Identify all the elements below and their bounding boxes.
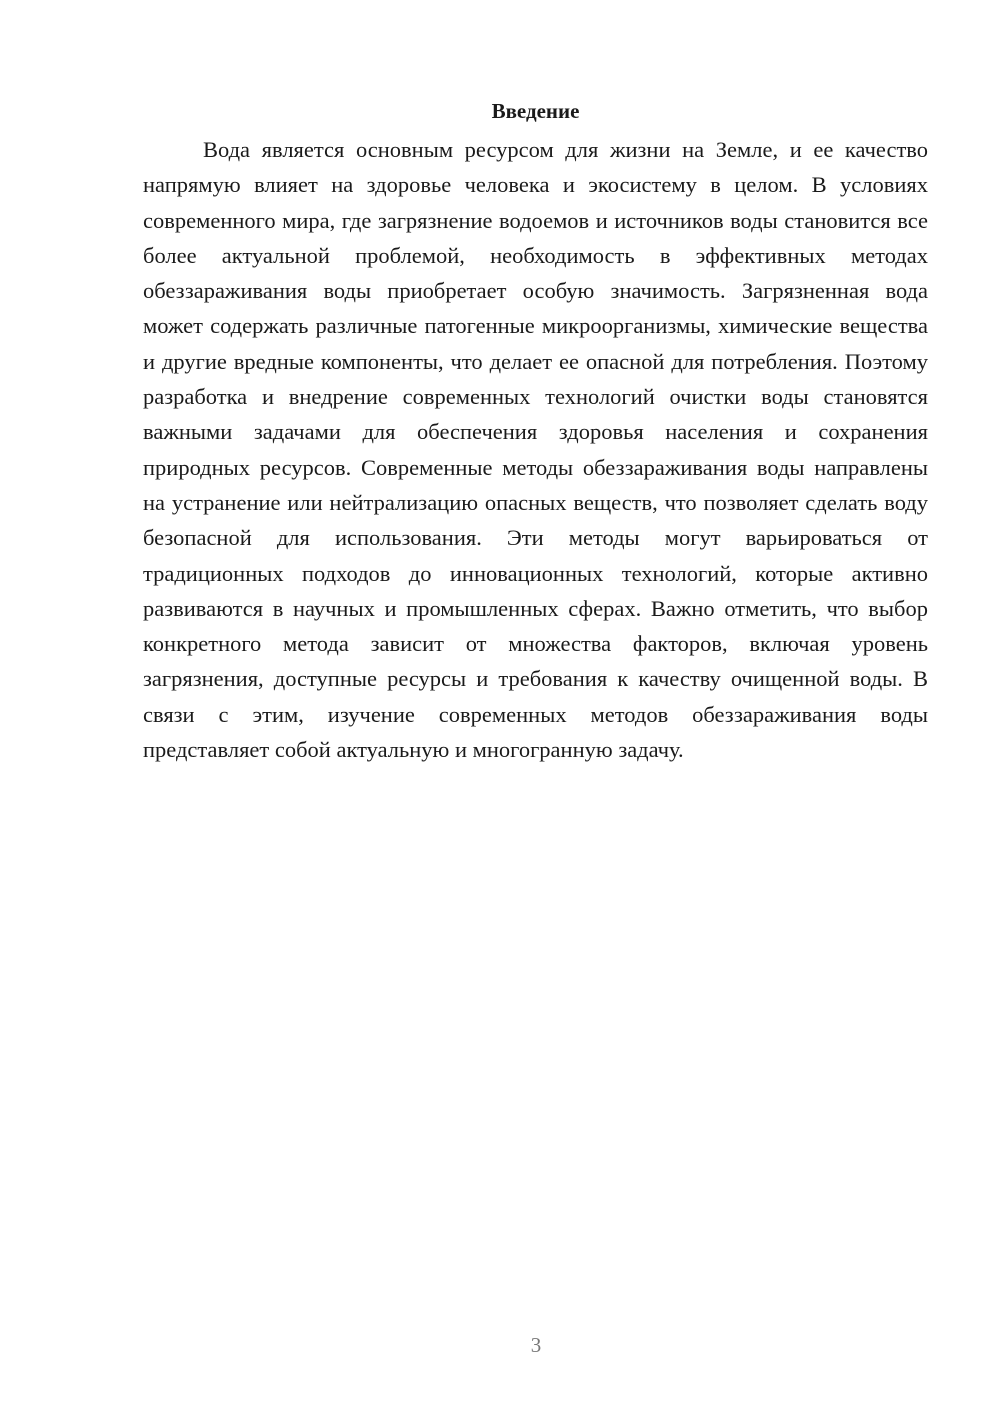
page-number: 3 (530, 1333, 542, 1357)
section-heading: Введение (491, 99, 580, 123)
body-paragraph: Вода является основным ресурсом для жизни на Земле, и ее качество напрямую влияет на здоровье человека и экосистему в целом. В условиях современного мира, где загрязнение водоемов и источников воды становится все более актуальной проблемой, необходимость в эффективных методах обеззараживания воды приобретает особую значимость. Загрязненная вода может содержать различные патогенные микроорганизмы, химические вещества и другие вредные компоненты, что делает ее опасной для потребления. Поэтому разработка и внедрение современных технологий очистки воды становятся важными задачами для обеспечения здоровья населения и сохранения природных ресурсов. Современные методы обеззараживания воды направлены на устранение или нейтрализацию опасных веществ, что позволяет сделать воду безопасной для использования. Эти методы могут варьироваться от традиционных подходов до инновационных технологий, которые активно развиваются в научных и промышленных сферах. Важно отметить, что выбор конкретного метода зависит от множества факторов, включая уровень загрязнения, доступные ресурсы и требования к качеству очищенной воды. В связи с этим, изучение современных методов обеззараживания воды представляет собой актуальную и многогранную задачу. (143, 137, 928, 763)
page-content (143, 90, 928, 767)
